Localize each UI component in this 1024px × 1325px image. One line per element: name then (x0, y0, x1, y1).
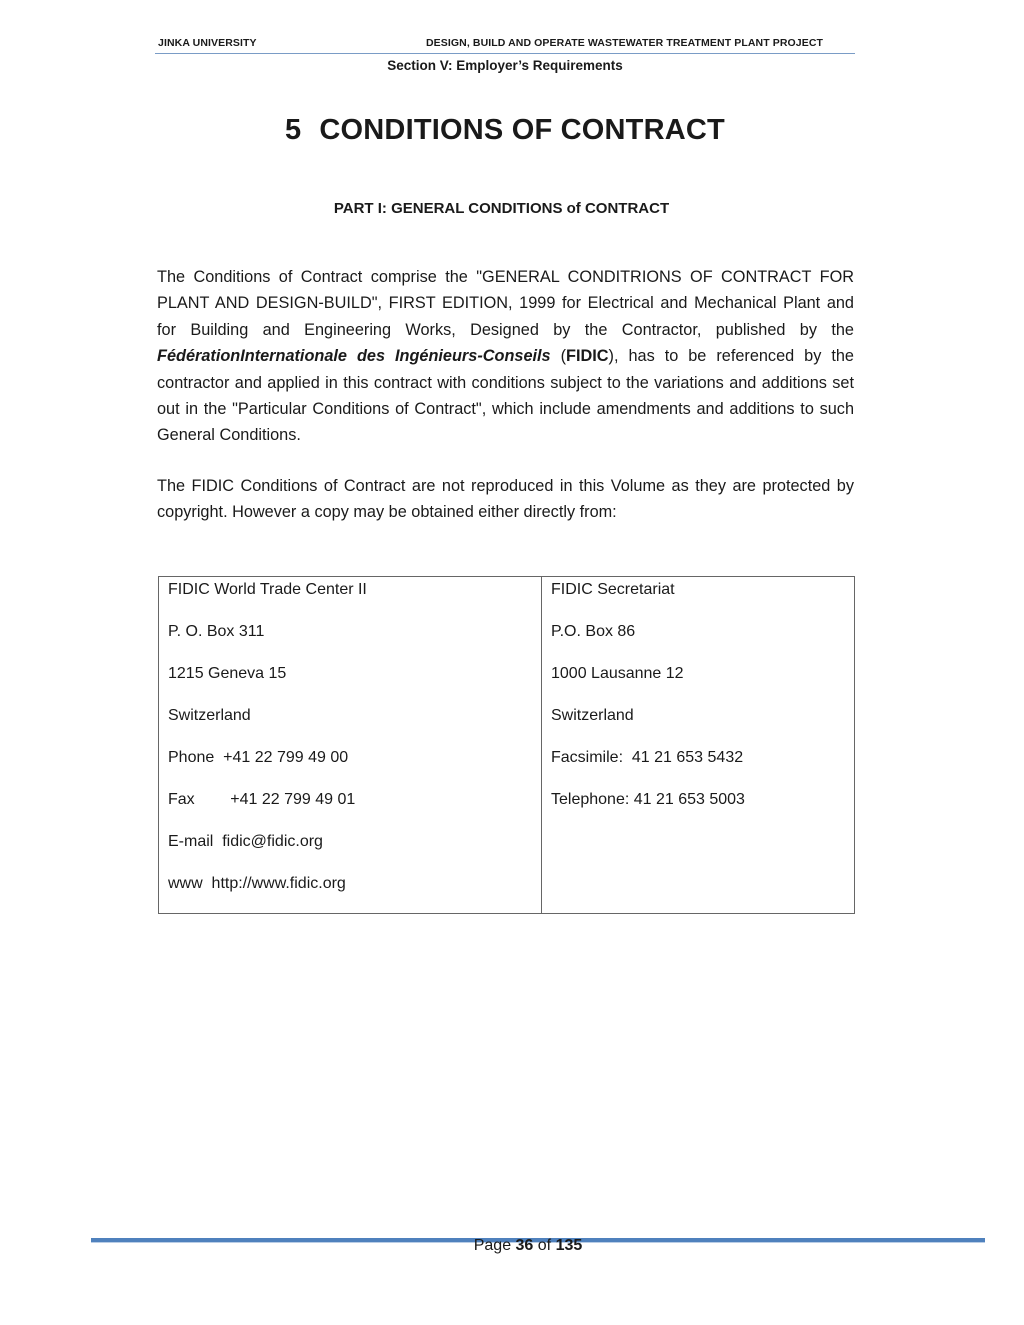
address-right-line: P.O. Box 86 (551, 623, 636, 640)
page-label: Page (473, 1237, 516, 1254)
address-left-line: Fax +41 22 799 49 01 (168, 791, 356, 808)
address-left-line: Switzerland (168, 707, 251, 724)
address-left-line: E-mail fidic@fidic.org (168, 833, 323, 850)
address-left-line: FIDIC World Trade Center II (168, 581, 367, 598)
address-table (158, 576, 855, 914)
fidic-acronym: FIDIC (566, 347, 609, 366)
chapter-heading (0, 114, 1010, 147)
header-section: Section V: Employer’s Requirements (387, 58, 623, 73)
header-divider (155, 53, 855, 54)
address-right-line: Switzerland (551, 707, 634, 724)
address-right-line: Facsimile: 41 21 653 5432 (551, 749, 744, 766)
address-lines-left (159, 577, 541, 913)
copyright-paragraph: The FIDIC Conditions of Contract are not reproduced in this Volume as they are protected by copyright. However a copy may be obtained either directly from: (157, 477, 854, 522)
address-left-line: P. O. Box 311 (168, 623, 265, 640)
address-left-line: 1215 Geneva 15 (168, 665, 287, 682)
address-left-line: Phone +41 22 799 49 00 (168, 749, 349, 766)
page-number (0, 1237, 1024, 1255)
header-project-title: DESIGN, BUILD AND OPERATE WASTEWATER TREATMENT PLANT PROJECT (426, 37, 824, 49)
total-pages: 135 (555, 1237, 583, 1254)
address-left-line: www http://www.fidic.org (168, 875, 346, 892)
chapter-number: 5 (285, 114, 302, 146)
header-institution: JINKA UNIVERSITY (158, 37, 257, 49)
address-secretariat (542, 577, 855, 914)
conditions-text-c: ), has to be referenced by the contractor and applied in this contract with conditions subject to the variations and additions set out in the "Particular Conditions of Contract", which include amendments and additions to such General Conditions. (157, 347, 854, 445)
current-page: 36 (515, 1237, 534, 1254)
address-right-line: 1000 Lausanne 12 (551, 665, 684, 682)
chapter-title: CONDITIONS OF CONTRACT (319, 114, 725, 146)
of-label: of (533, 1237, 556, 1254)
address-world-trade-center (159, 577, 542, 914)
address-lines-right (542, 577, 854, 829)
address-right-line: Telephone: 41 21 653 5003 (551, 791, 745, 808)
conditions-text-a: The Conditions of Contract comprise the "GENERAL CONDITRIONS OF CONTRACT FOR PLANT AND DESIGN-BUILD", FIRST EDITION, 1999 for Electrical and Mechanical Plant and for Building and Engineering Works, Designed by the Contractor, published by the (157, 268, 854, 339)
conditions-text-b: ( (550, 347, 567, 366)
conditions-paragraph (157, 264, 854, 449)
address-right-line: FIDIC Secretariat (551, 581, 675, 598)
part-heading: PART I: GENERAL CONDITIONS of CONTRACT (333, 200, 670, 217)
federation-name: FédérationInternationale des Ingénieurs-Conseils (157, 347, 551, 366)
